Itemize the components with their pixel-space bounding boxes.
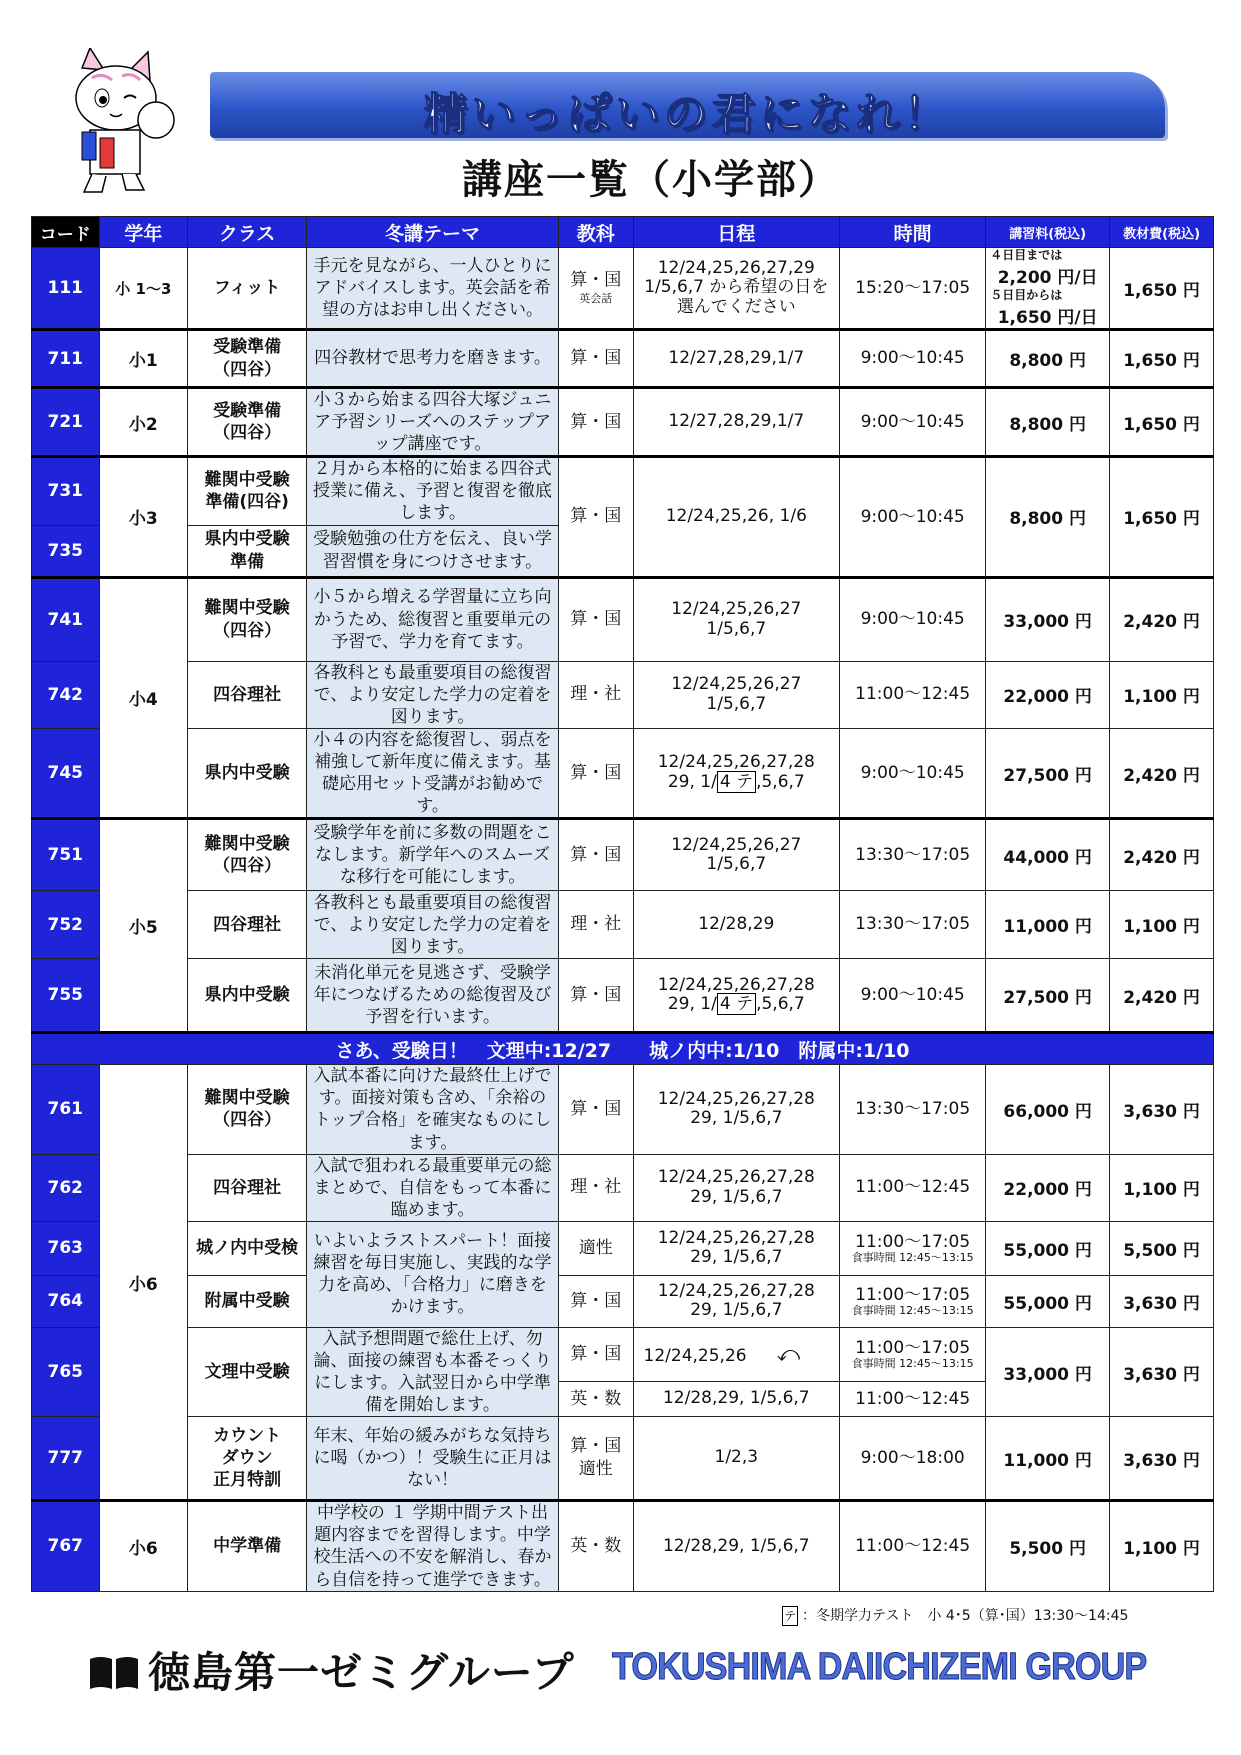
exam-date-banner xyxy=(32,1033,1214,1065)
course-subject: 理・社 xyxy=(558,1154,633,1221)
course-theme: 小３から始まる四谷大塚ジュニア予習シリーズへのステップアップ講座です。 xyxy=(307,388,559,457)
course-class: 受験準備 （四谷） xyxy=(188,330,307,388)
course-time: 9:00～10:45 xyxy=(840,330,986,388)
course-material-fee: 2,420 円 xyxy=(1110,728,1214,818)
course-code: 735 xyxy=(32,525,100,577)
table-row xyxy=(32,388,1214,457)
course-schedule: 1/2,3 xyxy=(633,1417,840,1501)
header-theme: 冬講テーマ xyxy=(307,217,559,248)
course-class: 難関中受験 （四谷） xyxy=(188,819,307,891)
course-grade: 小5 xyxy=(99,819,188,1033)
course-schedule: 12/24,25,26,27 1/5,6,7 xyxy=(633,577,840,661)
course-subject: 算・国 xyxy=(558,959,633,1033)
course-class: 城ノ内中受検 xyxy=(188,1221,307,1275)
course-theme: 年末、年始の緩みがちな気持ちに喝（かつ）！受験生に正月はない！ xyxy=(307,1417,559,1501)
course-fee: 8,800 円 xyxy=(986,457,1110,577)
course-time: 9:00～18:00 xyxy=(840,1417,986,1501)
course-theme: 中学校の １ 学期中間テスト出題内容までを習得します。中学校生活への不安を解消し、春から自信を持って進学できます。 xyxy=(307,1501,559,1591)
course-time: 11:00～17:05 食事時間 12:45～13:15 xyxy=(840,1275,986,1327)
header-time: 時間 xyxy=(840,217,986,248)
course-time: 13:30～17:05 xyxy=(840,819,986,891)
course-subject: 算・国 xyxy=(558,330,633,388)
course-fee: 27,500 円 xyxy=(986,959,1110,1033)
course-theme: 入試本番に向けた最終仕上げです。面接対策も含め、「余裕のトップ合格」を確実なものにします。 xyxy=(307,1065,559,1154)
test-day-marker: 4 テ xyxy=(717,771,756,793)
course-schedule: 12/24,25,26, 1/6 xyxy=(633,457,840,577)
course-theme: 受験勉強の仕方を伝え、良い学習習慣を身につけさせます。 xyxy=(307,525,559,577)
course-subject: 算・国 xyxy=(558,577,633,661)
course-theme: 四谷教材で思考力を磨きます。 xyxy=(307,330,559,388)
course-time: 9:00～10:45 xyxy=(840,728,986,818)
course-fee: 27,500 円 xyxy=(986,728,1110,818)
course-subject: 算・国 xyxy=(558,1275,633,1327)
header-code: コード xyxy=(32,217,100,248)
course-schedule: 12/24,25,26,27,28 29, 1/5,6,7 xyxy=(633,1065,840,1154)
course-code: 763 xyxy=(32,1221,100,1275)
course-code: 777 xyxy=(32,1417,100,1501)
course-material-fee: 3,630 円 xyxy=(1110,1275,1214,1327)
course-subject: 算・国 xyxy=(558,1327,633,1381)
course-schedule: 12/27,28,29,1/7 xyxy=(633,388,840,457)
course-material-fee: 2,420 円 xyxy=(1110,819,1214,891)
course-time: 11:00～12:45 xyxy=(840,661,986,728)
course-schedule: 12/28,29, 1/5,6,7 xyxy=(633,1501,840,1591)
course-time: 13:30～17:05 xyxy=(840,891,986,959)
course-fee: 22,000 円 xyxy=(986,1154,1110,1221)
header-material: 教材費(税込) xyxy=(1110,217,1214,248)
table-row xyxy=(32,1327,1214,1381)
footnote xyxy=(782,1605,1128,1626)
course-code: 765 xyxy=(32,1327,100,1416)
course-code: 767 xyxy=(32,1501,100,1591)
course-code: 741 xyxy=(32,577,100,661)
course-fee: 8,800 円 xyxy=(986,330,1110,388)
course-class: 四谷理社 xyxy=(188,1154,307,1221)
table-row xyxy=(32,457,1214,525)
exam-date-text: さあ、受験日！ 文理中:12/27 城ノ内中:1/10 附属中:1/10 xyxy=(32,1033,1214,1065)
table-row xyxy=(32,661,1214,728)
table-row xyxy=(32,1065,1214,1154)
course-class: カウント ダウン 正月特訓 xyxy=(188,1417,307,1501)
course-schedule: 12/24,25,26,27,28 29, 1/5,6,7 xyxy=(633,1275,840,1327)
header-schedule: 日程 xyxy=(633,217,840,248)
course-fee: 22,000 円 xyxy=(986,661,1110,728)
test-marker-icon: テ xyxy=(782,1606,798,1626)
course-class: 県内中受験 準備 xyxy=(188,525,307,577)
course-theme: 各教科とも最重要項目の総復習で、より安定した学力の定着を図ります。 xyxy=(307,661,559,728)
course-time: 11:00～12:45 xyxy=(840,1501,986,1591)
course-fee: 44,000 円 xyxy=(986,819,1110,891)
course-code: 721 xyxy=(32,388,100,457)
course-time: 13:30～17:05 xyxy=(840,1065,986,1154)
course-class: 中学準備 xyxy=(188,1501,307,1591)
course-fee: 33,000 円 xyxy=(986,577,1110,661)
course-subject: 算・国 適性 xyxy=(558,1417,633,1501)
course-class: 難関中受験 （四谷） xyxy=(188,1065,307,1154)
table-row xyxy=(32,577,1214,661)
table-row xyxy=(32,1275,1214,1327)
header-subject: 教科 xyxy=(558,217,633,248)
course-class: 難関中受験 準備(四谷) xyxy=(188,457,307,525)
table-row xyxy=(32,819,1214,891)
course-schedule: 12/24,25,26,27,28 29, 1/5,6,7 xyxy=(633,1221,840,1275)
footer-logo-jp xyxy=(88,1640,575,1700)
course-code: 731 xyxy=(32,457,100,525)
course-time: 11:00～12:45 xyxy=(840,1154,986,1221)
course-subject: 適性 xyxy=(558,1221,633,1275)
course-fee: 33,000 円 xyxy=(986,1327,1110,1416)
course-subject: 英・数 xyxy=(558,1381,633,1416)
course-grade: 小6 xyxy=(99,1501,188,1591)
course-class: フィット xyxy=(188,248,307,330)
course-schedule: 12/24,25,26,27,28 29, 1/5,6,7 xyxy=(633,1154,840,1221)
course-grade: 小6 xyxy=(99,1065,188,1501)
course-code: 742 xyxy=(32,661,100,728)
course-material-fee: 5,500 円 xyxy=(1110,1221,1214,1275)
course-theme: 各教科とも最重要項目の総復習で、より安定した学力の定着を図ります。 xyxy=(307,891,559,959)
course-code: 111 xyxy=(32,248,100,330)
course-grade: 小1 xyxy=(99,330,188,388)
course-theme: いよいよラストスパート！面接練習を毎日実施し、実践的な学力を高め、「合格力」に磨きをかけます。 xyxy=(307,1221,559,1327)
course-theme: 小４の内容を総復習し、弱点を補強して新年度に備えます。基礎応用セット受講がお勧めです。 xyxy=(307,728,559,818)
course-theme: 未消化単元を見逃さず、受験学年につなげるための総復習及び予習を行います。 xyxy=(307,959,559,1033)
table-row xyxy=(32,891,1214,959)
course-time: 11:00～12:45 xyxy=(840,1381,986,1416)
course-time: 9:00～10:45 xyxy=(840,959,986,1033)
course-theme: 入試で狙われる最重要単元の総まとめで、自信をもって本番に臨めます。 xyxy=(307,1154,559,1221)
course-code: 762 xyxy=(32,1154,100,1221)
course-fee: 5,500 円 xyxy=(986,1501,1110,1591)
course-class: 四谷理社 xyxy=(188,661,307,728)
footnote-text: ：冬期学力テスト 小 4･5（算･国）13:30～14:45 xyxy=(802,1608,1129,1624)
course-grade: 小4 xyxy=(99,577,188,819)
header-fee: 講習料(税込) xyxy=(986,217,1110,248)
cat-mascot-illustration xyxy=(52,48,182,198)
course-grade: 小 1～3 xyxy=(99,248,188,330)
course-material-fee: 1,650 円 xyxy=(1110,388,1214,457)
course-material-fee: 3,630 円 xyxy=(1110,1417,1214,1501)
course-code: 752 xyxy=(32,891,100,959)
course-class: 受験準備 （四谷） xyxy=(188,388,307,457)
course-class: 附属中受験 xyxy=(188,1275,307,1327)
course-subject: 算・国 xyxy=(558,457,633,577)
header-grade: 学年 xyxy=(99,217,188,248)
table-row xyxy=(32,1221,1214,1275)
course-material-fee: 2,420 円 xyxy=(1110,959,1214,1033)
course-grade: 小3 xyxy=(99,457,188,577)
course-class: 県内中受験 xyxy=(188,728,307,818)
table-row xyxy=(32,959,1214,1033)
course-schedule: 12/24,25,26,27,29 1/5,6,7 から希望の日を選んでください xyxy=(633,248,840,330)
course-subject: 算・国 xyxy=(558,388,633,457)
course-time: 15:20～17:05 xyxy=(840,248,986,330)
table-row xyxy=(32,1501,1214,1591)
course-material-fee: 1,100 円 xyxy=(1110,661,1214,728)
course-material-fee: 1,100 円 xyxy=(1110,1501,1214,1591)
course-class: 文理中受験 xyxy=(188,1327,307,1416)
course-schedule: 12/24,25,26,27,28 29, 1/ 4 テ ,5,6,7 xyxy=(633,959,840,1033)
course-theme: ２月から本格的に始まる四谷式授業に備え、予習と復習を徹底します。 xyxy=(307,457,559,525)
footer-logo-en: TOKUSHIMA DAIICHIZEMI GROUP xyxy=(612,1646,1147,1688)
course-class: 難関中受験 （四谷） xyxy=(188,577,307,661)
course-material-fee: 2,420 円 xyxy=(1110,577,1214,661)
course-material-fee: 1,100 円 xyxy=(1110,1154,1214,1221)
course-class: 県内中受験 xyxy=(188,959,307,1033)
course-schedule: 12/28,29 xyxy=(633,891,840,959)
course-time: 9:00～10:45 xyxy=(840,577,986,661)
course-material-fee: 3,630 円 xyxy=(1110,1327,1214,1416)
course-code: 764 xyxy=(32,1275,100,1327)
course-material-fee: 1,100 円 xyxy=(1110,891,1214,959)
book-logo-icon xyxy=(88,1655,140,1691)
course-material-fee: 1,650 円 xyxy=(1110,248,1214,330)
course-material-fee: 3,630 円 xyxy=(1110,1065,1214,1154)
table-row xyxy=(32,1417,1214,1501)
course-fee: 8,800 円 xyxy=(986,388,1110,457)
course-grade: 小2 xyxy=(99,388,188,457)
course-time: 9:00～10:45 xyxy=(840,457,986,577)
course-schedule: 12/28,29, 1/5,6,7 xyxy=(633,1381,840,1416)
course-time: 11:00～17:05 食事時間 12:45～13:15 xyxy=(840,1221,986,1275)
course-fee: ４日目までは 2,200 円/日 ５日目からは 1,650 円/日 xyxy=(986,248,1110,330)
title-banner xyxy=(210,72,1165,138)
footer-jp-text: 徳島第一ゼミグループ xyxy=(148,1648,575,1697)
course-time: 9:00～10:45 xyxy=(840,388,986,457)
course-code: 751 xyxy=(32,819,100,891)
course-schedule: 12/24,25,26,27 1/5,6,7 xyxy=(633,819,840,891)
course-material-fee: 1,650 円 xyxy=(1110,457,1214,577)
course-subject: 算・国 英会話 xyxy=(558,248,633,330)
page-subtitle: 講座一覧（小学部） xyxy=(462,157,840,203)
course-fee: 11,000 円 xyxy=(986,891,1110,959)
course-theme: 手元を見ながら、一人ひとりにアドバイスします。英会話を希望の方はお申し出ください。 xyxy=(307,248,559,330)
course-material-fee: 1,650 円 xyxy=(1110,330,1214,388)
test-day-marker: 4 テ xyxy=(717,993,756,1015)
table-row xyxy=(32,1154,1214,1221)
table-row xyxy=(32,248,1214,330)
return-arrow-icon: ⤺ xyxy=(776,1341,801,1367)
course-code: 745 xyxy=(32,728,100,818)
course-fee: 55,000 円 xyxy=(986,1275,1110,1327)
course-code: 711 xyxy=(32,330,100,388)
page-title: 精いっぱいの君になれ！ xyxy=(423,89,952,140)
course-theme: 小５から増える学習量に立ち向かうため、総復習と重要単元の予習で、学力を育てます。 xyxy=(307,577,559,661)
course-code: 755 xyxy=(32,959,100,1033)
table-row xyxy=(32,728,1214,818)
course-class: 四谷理社 xyxy=(188,891,307,959)
course-table xyxy=(31,216,1214,1592)
course-subject: 算・国 xyxy=(558,728,633,818)
course-schedule: 12/24,25,26 ⤺ xyxy=(633,1327,840,1381)
course-fee: 66,000 円 xyxy=(986,1065,1110,1154)
course-schedule: 12/27,28,29,1/7 xyxy=(633,330,840,388)
course-time: 11:00～17:05 食事時間 12:45～13:15 xyxy=(840,1327,986,1381)
course-subject: 理・社 xyxy=(558,661,633,728)
course-subject: 算・国 xyxy=(558,819,633,891)
course-fee: 55,000 円 xyxy=(986,1221,1110,1275)
table-header-row xyxy=(32,217,1214,248)
course-subject: 英・数 xyxy=(558,1501,633,1591)
course-fee: 11,000 円 xyxy=(986,1417,1110,1501)
course-subject: 算・国 xyxy=(558,1065,633,1154)
course-theme: 入試予想問題で総仕上げ、勿論、面接の練習も本番そっくりにします。入試翌日から中学準備を開始します。 xyxy=(307,1327,559,1416)
course-code: 761 xyxy=(32,1065,100,1154)
header-class: クラス xyxy=(188,217,307,248)
course-subject: 理・社 xyxy=(558,891,633,959)
table-row xyxy=(32,330,1214,388)
course-theme: 受験学年を前に多数の問題をこなします。新学年へのスムーズな移行を可能にします。 xyxy=(307,819,559,891)
course-schedule: 12/24,25,26,27 1/5,6,7 xyxy=(633,661,840,728)
course-schedule: 12/24,25,26,27,28 29, 1/ 4 テ ,5,6,7 xyxy=(633,728,840,818)
